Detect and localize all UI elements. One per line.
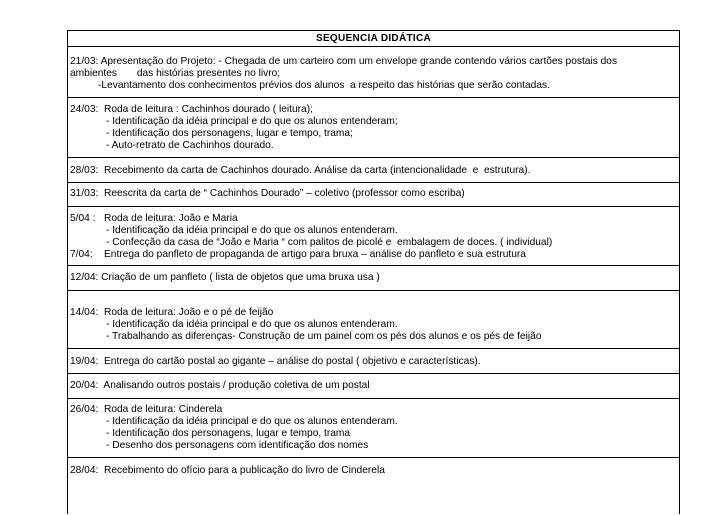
row-divider xyxy=(68,290,679,291)
entry-line: 20/04: Analisando outros postais / produção coletiva de um postal xyxy=(70,380,370,391)
document-title: SEQUENCIA DIDÁTICA xyxy=(315,33,432,44)
entry-line: 21/03: Apresentação do Projeto: - Chegada de um carteiro com um envelope grande contendo vários cartões postais dos xyxy=(70,56,618,67)
row-divider xyxy=(68,97,679,98)
entry-line: - Identificação da idéia principal e do que os alunos entenderam; xyxy=(106,116,398,127)
entry-line: 7/04: Entrega do panfleto de propaganda de artigo para bruxa – análise do panfleto e sua estrutura xyxy=(70,249,526,260)
entry-line: 5/04 : Roda de leitura: João e Maria xyxy=(70,213,238,224)
entry-line: 26/04: Roda de leitura: Cinderela xyxy=(70,404,223,415)
entry-line: - Identificação dos personagens, lugar e tempo, trama; xyxy=(106,128,353,139)
entry-line: -Levantamento dos conhecimentos prévios dos alunos a respeito das histórias que serão contadas. xyxy=(98,80,550,91)
row-divider xyxy=(68,398,679,399)
title-divider xyxy=(67,46,680,47)
row-divider xyxy=(68,373,679,374)
entry-line: 28/04: Recebimento do ofício para a publicação do livro de Cinderela xyxy=(70,465,385,476)
row-divider xyxy=(68,265,679,266)
entry-line: 28/03: Recebimento da carta de Cachinhos dourado. Análise da carta (intencionalidade e estrutura). xyxy=(70,165,531,176)
row-divider xyxy=(68,457,679,458)
row-divider xyxy=(68,206,679,207)
entry-line: - Auto-retrato de Cachinhos dourado. xyxy=(106,140,274,151)
entry-line: - Identificação da idéia principal e do que os alunos entenderam. xyxy=(106,416,398,427)
row-divider xyxy=(68,348,679,349)
entry-line: ambientes das histórias presentes no livro; xyxy=(70,68,281,79)
row-divider xyxy=(68,182,679,183)
entry-line: - Identificação dos personagens, lugar e tempo, trama xyxy=(106,428,351,439)
entry-line: 24/03: Roda de leitura : Cachinhos dourado ( leitura); xyxy=(70,104,313,115)
entry-line: 19/04: Entrega do cartão postal ao gigante – análise do postal ( objetivo e características). xyxy=(70,356,481,367)
entry-line: 14/04: Roda de leitura: João e o pé de feijão xyxy=(70,307,274,318)
entry-line: - Identificação da idéia principal e do que os alunos entenderam. xyxy=(106,225,398,236)
entry-line: - Desenho dos personagens com identificação dos nomes xyxy=(106,440,369,451)
row-divider xyxy=(68,157,679,158)
entry-line: - Trabalhando as diferenças- Construção de um painel com os pés dos alunos e os pés de feijão xyxy=(106,331,542,342)
entry-line: - Identificação da idéia principal e do que os alunos entenderam. xyxy=(106,319,398,330)
entry-line: 31/03: Reescrita da carta de “ Cachinhos Dourado” – coletivo (professor como escriba) xyxy=(70,188,465,199)
entry-line: 12/04: Criação de um panfleto ( lista de objetos que uma bruxa usa ) xyxy=(70,272,380,283)
entry-line: - Confecção da casa de “João e Maria “ com palitos de picolé e embalagem de doces. ( individual) xyxy=(106,237,553,248)
